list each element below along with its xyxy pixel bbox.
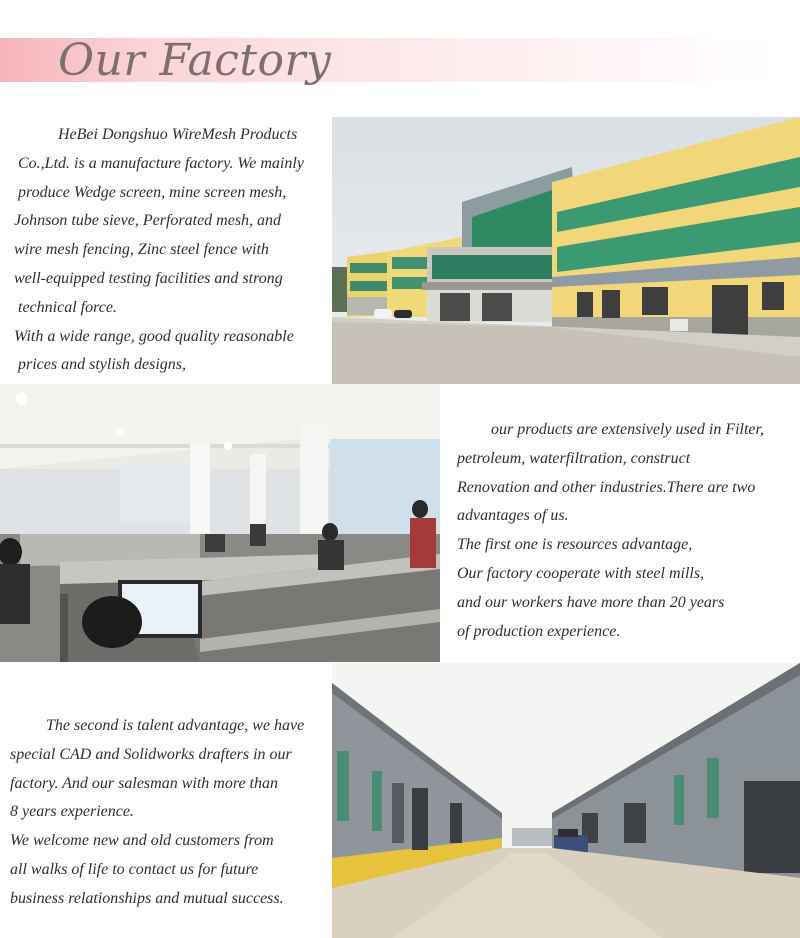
talent-line: business relationships and mutual success. [10,889,284,907]
intro-line: technical force. [18,298,117,316]
products-line: of production experience. [457,622,621,640]
talent-line: 8 years experience. [10,803,134,821]
intro-line: wire mesh fencing, Zinc steel fence with [14,241,269,259]
products-line: advantages of us. [457,507,569,525]
talent-line: factory. And our salesman with more than [10,774,278,792]
products-line: and our workers have more than 20 years [457,593,725,611]
intro-line: well-equipped testing facilities and strong [14,269,283,287]
products-line: petroleum, waterfiltration, construct [457,449,691,467]
talent-line: special CAD and Solidworks drafters in our [10,745,292,763]
products-line: Renovation and other industries.There are two [457,478,756,496]
talent-line: We welcome new and old customers from [10,832,274,850]
talent-line: The second is talent advantage, we have [46,717,305,734]
products-line: our products are extensively used in Filter, [491,421,764,438]
talent-text-block [10,712,304,914]
intro-line: HeBei Dongshuo WireMesh Products [58,126,298,143]
page-title: Our Factory [58,35,332,86]
factory-building-photo [332,117,800,384]
intro-line: With a wide range, good quality reasonable [14,327,294,345]
products-text-block [457,416,764,646]
office-photo [0,384,440,662]
intro-line: prices and stylish designs, [18,356,186,374]
factory-building-illustration [332,117,800,384]
intro-text-block [14,121,304,380]
warehouse-photo [332,663,800,938]
products-line: Our factory cooperate with steel mills, [457,564,705,582]
intro-line: Johnson tube sieve, Perforated mesh, and [14,212,282,230]
warehouse-illustration [332,663,800,938]
talent-line: all walks of life to contact us for future [10,860,259,878]
products-line: The first one is resources advantage, [457,536,693,554]
intro-line: Co.,Ltd. is a manufacture factory. We mainly [18,154,304,172]
intro-line: produce Wedge screen, mine screen mesh, [18,183,287,201]
office-illustration [0,384,440,662]
